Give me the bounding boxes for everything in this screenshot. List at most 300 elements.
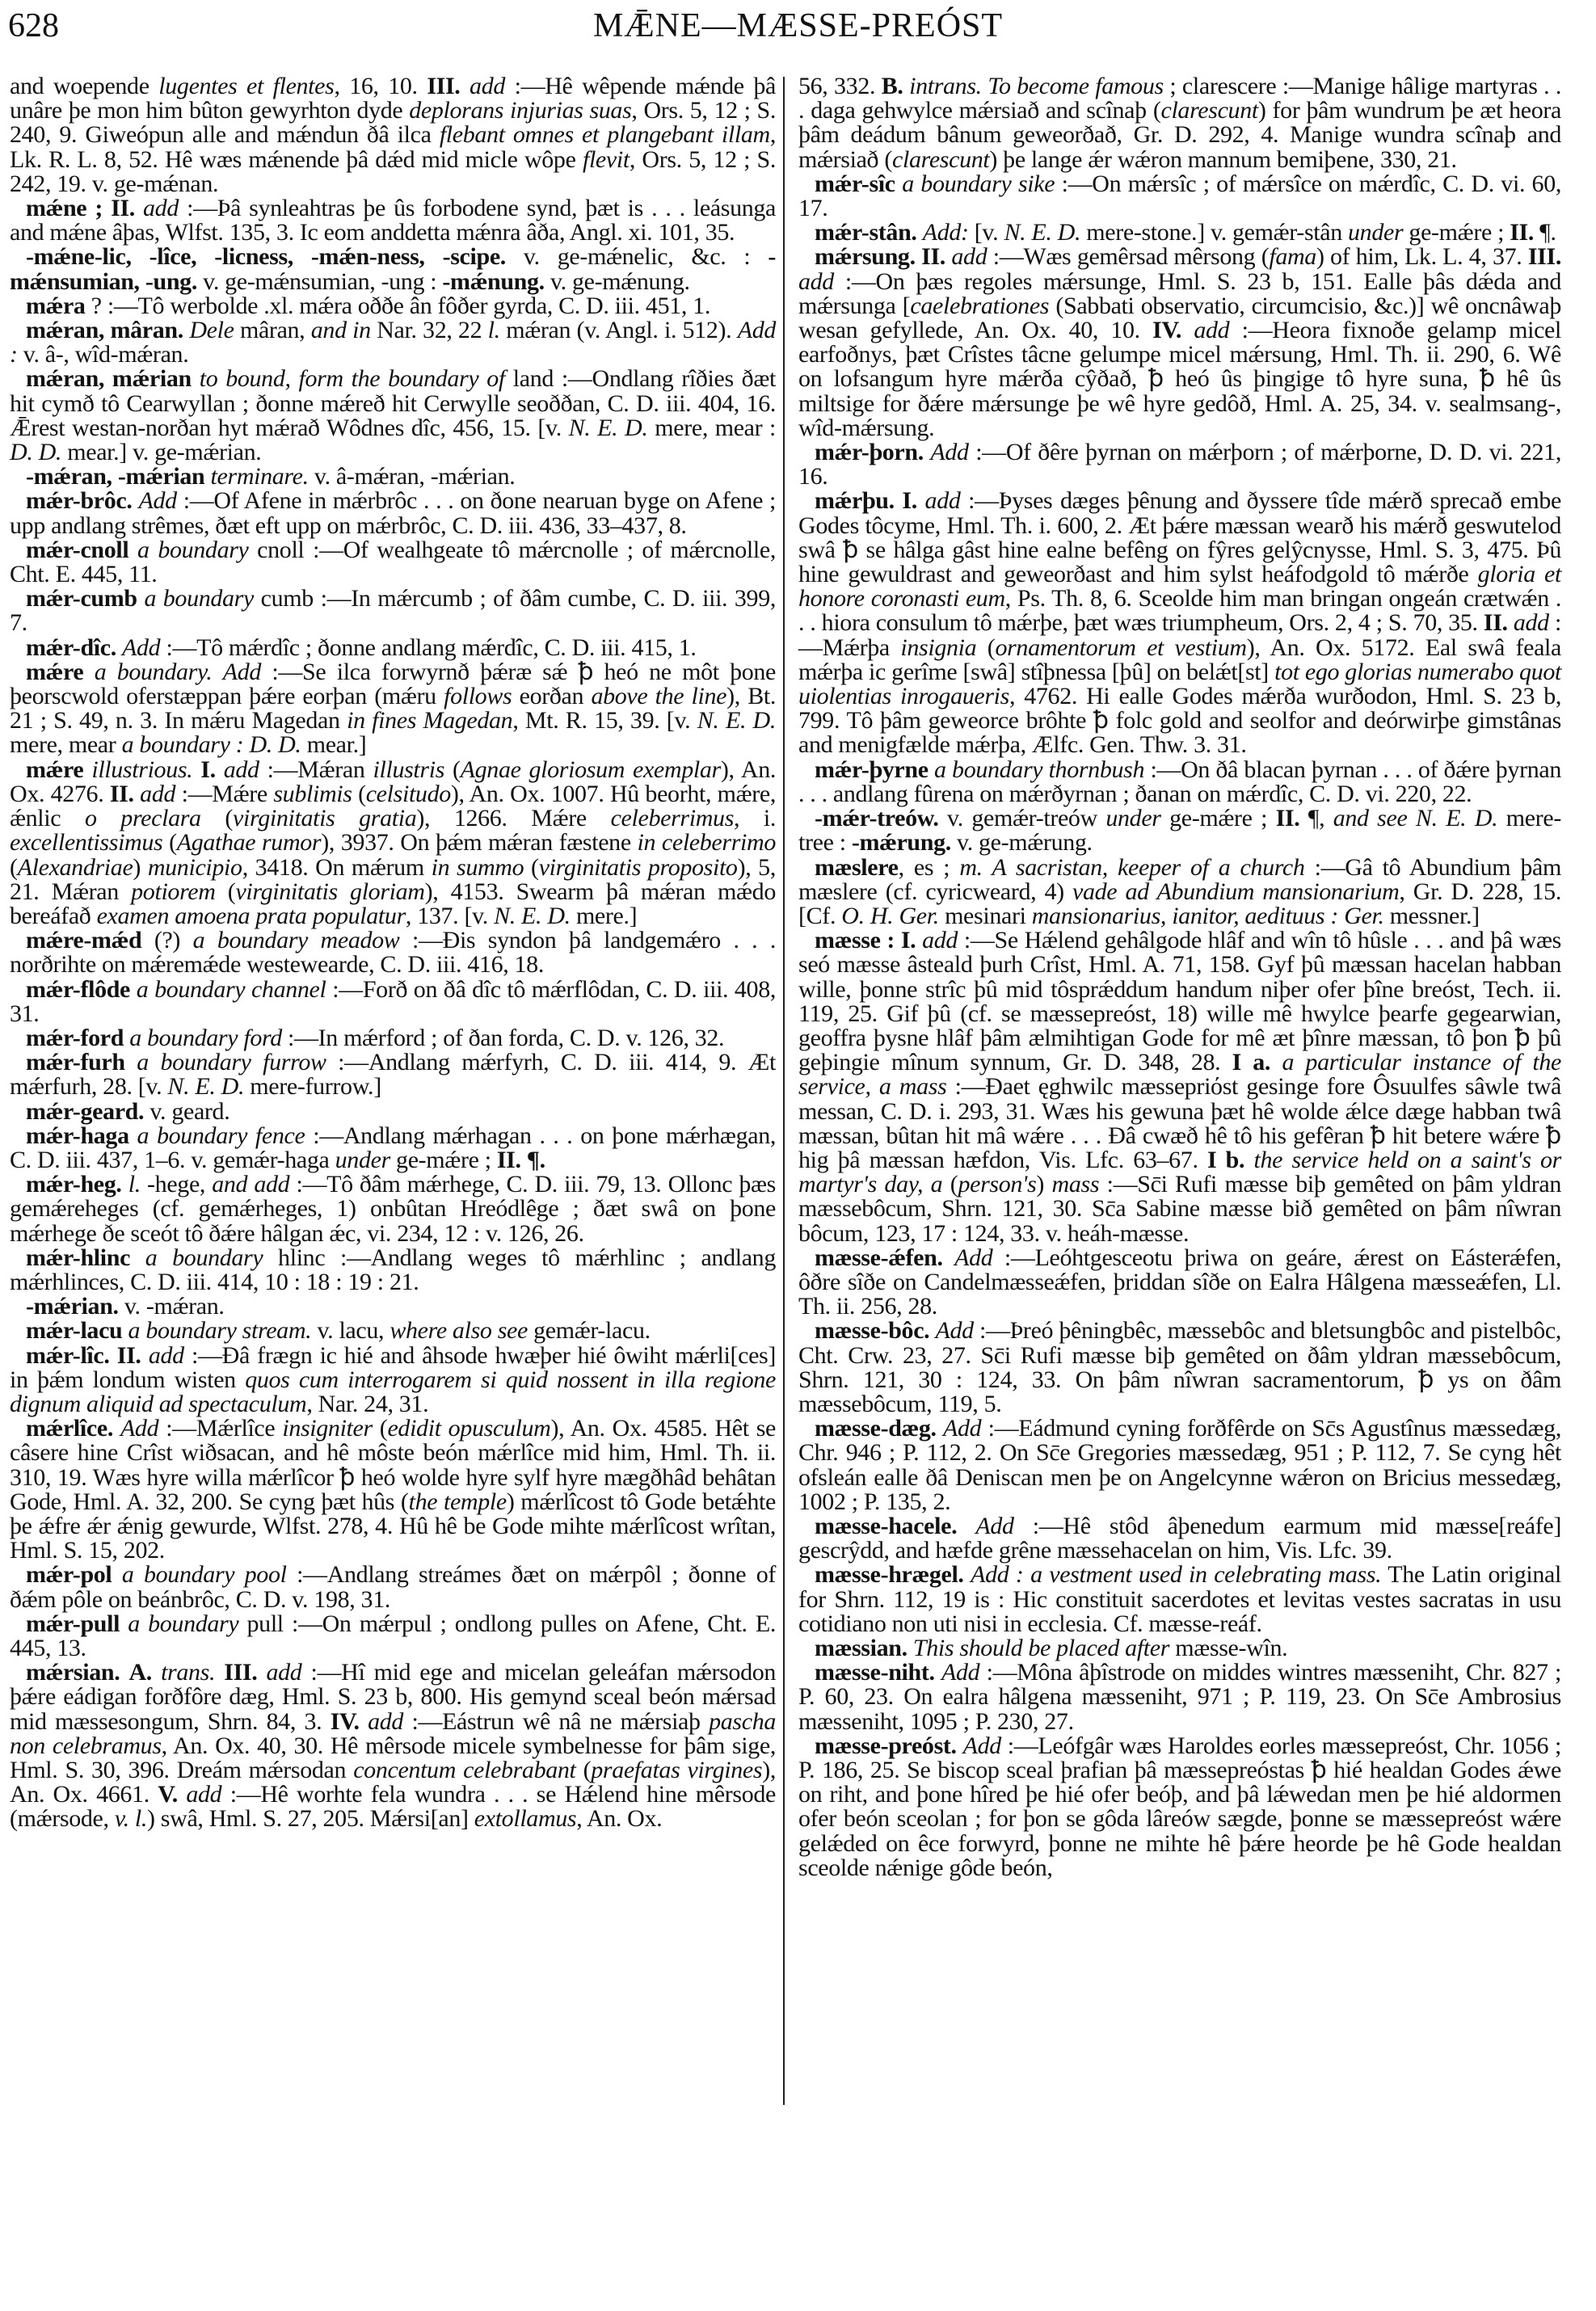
italic-gloss: m. A sacristan, keeper of a church <box>959 853 1305 881</box>
dictionary-entry <box>10 1026 776 1050</box>
headword: mǽr-ford <box>26 1024 124 1051</box>
italic-gloss: N. E. D. <box>1004 219 1081 246</box>
italic-gloss: sublimis <box>273 780 352 807</box>
entry-text: ), 4153. Swearm þâ mǽran mǽdo bereáfað <box>10 878 776 929</box>
headword: mæsse-hacele. <box>815 1512 958 1539</box>
entry-text <box>110 1342 117 1369</box>
entry-text: land :—Ondlang rîðies ðæt hit cymð tô Cearwyllan ; ðonne mǽreð hit Cerwylle seoððan, C. D. iii. 404, 16. Ǣrest westan-norðan hyt mǽrað Wôdnes dîc, 456, 15. [v. <box>10 365 776 441</box>
entry-text: :—Ðâ frægn ic hié and âhsode hwæþer hié ôwiht mǽrli[ces] in þǽm londum wisten <box>10 1341 777 1393</box>
entry-text: v. â-mǽran, -mǽrian. <box>308 463 516 490</box>
entry-text: mear.] v. ge-mǽrian. <box>61 439 262 466</box>
entry-text: ), An. Ox. 4585. Hêt se câsere hine Crîst wiðsacan, and hê môste beón mǽrlîce mid him, Hml. Th. ii. 310, 19. Wæs hyre willa mǽrlîcor ꝥ heó wolde hyre sylf hyre mægðhâd behâtan Gode, Hml. A. 32, 200. Se cyng þæt hûs ( <box>10 1415 776 1515</box>
headword: mǽr-stân. <box>815 219 917 246</box>
entry-text: , Nar. 24, 31. <box>306 1390 429 1417</box>
entry-text <box>943 1244 955 1271</box>
right-column <box>798 74 1561 1880</box>
entry-text <box>1508 609 1514 636</box>
italic-gloss: extollamus <box>474 1805 577 1833</box>
entry-text: :—Forð on ðâ dîc tô mǽrflôdan, C. D. iii. 408, 31. <box>10 975 776 1027</box>
italic-gloss: add <box>140 780 176 807</box>
entry-text: ( <box>10 853 18 881</box>
sense-label: -mǽnsumian, -ung. <box>10 243 776 295</box>
dictionary-entry <box>10 1294 776 1319</box>
dictionary-entry <box>798 489 1561 757</box>
italic-gloss: concentum celebrabant <box>353 1757 576 1784</box>
headword: mǽr-heg. <box>26 1171 122 1198</box>
italic-gloss: O. H. Ger. <box>841 902 939 929</box>
dictionary-entry <box>10 1246 776 1294</box>
italic-gloss: fama <box>1269 243 1316 271</box>
italic-gloss: examen amoena prata populatur <box>96 902 406 929</box>
italic-gloss: a boundary thornbush <box>934 756 1145 783</box>
italic-gloss: lugentes et flentes <box>158 73 335 99</box>
dictionary-entry <box>798 806 1561 855</box>
italic-gloss: a boundary meadow <box>192 927 400 954</box>
entry-text: ( <box>372 1415 388 1442</box>
entry-text: ( <box>215 878 236 905</box>
entry-text <box>1244 1147 1253 1173</box>
italic-gloss: potiorem <box>131 878 216 905</box>
italic-gloss: a boundary <box>137 536 249 563</box>
italic-gloss: pascha non celebramus <box>10 1707 776 1759</box>
entry-text: ¶. <box>1534 219 1556 246</box>
entry-text <box>135 195 143 221</box>
dictionary-entry <box>10 1341 777 1417</box>
headword: mǽr-lacu <box>26 1317 123 1345</box>
italic-gloss: N. E. D. <box>568 414 648 441</box>
dictionary-entry <box>798 1319 1561 1416</box>
headword: -mǽran, -mǽrian <box>26 463 205 490</box>
entry-text: ) <box>133 853 148 881</box>
entry-text <box>257 1659 266 1686</box>
entry-text: ge-mǽre ; <box>390 1146 497 1173</box>
entry-text <box>1270 1049 1282 1076</box>
headword: mǽr-þyrne <box>815 756 929 783</box>
sense-label: IV. <box>330 1707 360 1735</box>
entry-text: , An. Ox. 40, 30. Hê mêrsode micele symbelnesse for þâm sige, Hml. S. 30, 396. Dreám mǽrsodan <box>10 1732 776 1784</box>
entry-text: ), An. Ox. 5172. Eal swâ feala mǽrþa ic gerîme [swâ] stîþnessa [þû] on belǽt[st] <box>798 634 1561 685</box>
entry-text: ) swâ, Hml. S. 27, 205. Mǽrsi[an] <box>147 1805 474 1833</box>
italic-gloss: add <box>223 756 259 783</box>
dictionary-entry <box>10 587 776 635</box>
italic-gloss: insignia <box>900 634 977 661</box>
italic-gloss: Add <box>941 1659 980 1686</box>
entry-text: :—On þæs regoles mǽrsunge, Hml. S. 23 b, 151. Ealle þâs dǽda and mǽrsunga [ <box>798 267 1561 319</box>
entry-continuation <box>798 74 1561 172</box>
entry-text: :—On ðâ blacan þyrnan . . . of ðǽre þyrnan . . . andlang fûrena on mǽrðyrnan ; ðanan on mǽrdîc, C. D. vi. 220, 22. <box>798 756 1561 807</box>
entry-text: ( <box>444 756 461 783</box>
italic-gloss: a boundary <box>128 1610 239 1637</box>
entry-text: , Lk. R. L. 8, 52. Hê wæs mǽnende þâ dǽd mid micle wôpe <box>10 121 776 173</box>
entry-text: mere.] <box>570 902 638 929</box>
sense-label: I b. <box>1206 1146 1245 1173</box>
entry-text: pull :—On mǽrpul ; ondlong pulles on Afene, Cht. E. 445, 13. <box>10 1610 776 1661</box>
entry-text <box>204 463 210 490</box>
italic-gloss: in celeberrimo <box>637 829 776 857</box>
italic-gloss: Add <box>943 1415 982 1442</box>
entry-text <box>215 1659 224 1686</box>
entry-text: v. ge-mǽnsumian, -ung : <box>196 267 443 295</box>
italic-gloss: a boundary fence <box>137 1122 305 1149</box>
entry-text: ), Bt. 21 ; S. 49, n. 3. In mǽru Magedan <box>10 683 777 735</box>
dictionary-entry <box>10 1097 776 1125</box>
italic-gloss: quos cum interrogarem si quid nossent in illa regione dignum aliquid ad spectaculum <box>10 1366 776 1417</box>
entry-text: :—Mǽre <box>175 780 274 807</box>
italic-gloss: illustrious. <box>91 756 193 783</box>
dictionary-entry <box>798 1514 1561 1563</box>
entry-text <box>895 170 902 197</box>
entry-text: ), An. Ox. 4661. <box>10 1757 776 1808</box>
italic-gloss: celeberrimus <box>610 805 735 832</box>
headword: mǽne ; II. <box>26 195 135 222</box>
italic-gloss: trans. <box>161 1659 216 1686</box>
entry-text: and woepende <box>10 73 159 99</box>
italic-gloss: D. D. <box>10 439 62 466</box>
headword: mǽrsung. <box>815 243 916 271</box>
italic-gloss: edidit opusculum <box>387 1415 551 1442</box>
italic-gloss: where also see <box>390 1317 528 1345</box>
entry-text: ) mǽrlîcost tô Gode betǽhte þe ǽfre ǽr ǽnig gewurde, Wlfst. 278, 4. Hû hê be Gode mihte mǽrlîcost wrîtan, Hml. S. 15, 202. <box>10 1488 776 1564</box>
entry-text <box>113 1415 120 1442</box>
dictionary-entry <box>10 245 776 293</box>
headword: mǽrsian. <box>26 1659 120 1686</box>
headword: mǽr-cnoll <box>26 536 129 563</box>
italic-gloss: add <box>798 267 834 295</box>
entry-text: :—Se Hǽlend gehâlgode hlâf and wîn tô hûsle . . . and þâ wæs seó mæsse âsteald þurh Crîst, Hml. A. 71, 158. Gyf þû mæssan hacelan habban wille, þonne strîc þû mid tôsprǽddum handum niþer ofer þîne breóst, Tech. ii. 119, 25. Gif þû (cf. se mæssepreóst, 18) wille mê hwylce þearfe gegearwian, geoffra þysne hlâf þâm ælmihtigan Gode for mê æt þînre mæssan, tô þon ꝥ þû geþingie mînum synnum, Gr. D. 348, 28. <box>798 927 1561 1076</box>
dictionary-entry <box>10 758 776 928</box>
entry-text: :—Andlang streámes ðæt on mǽrpôl ; ðonne of ðǽm pôle on beánbrôc, C. D. v. 198, 31. <box>10 1561 776 1613</box>
entry-text: , 4762. Hi ealle Godes mǽrða wurðodon, Hml. S. 23 b, 799. Tô þâm geweorce brôhte ꝥ folc gold and seolfor and deórwirþe gimstânas and menigfælde mǽrþa, Ælfc. Gen. Thw. 3. 31. <box>798 683 1561 759</box>
entry-text <box>192 756 200 783</box>
entry-text <box>128 537 137 563</box>
entry-text: ; clarescere :—Manige hâlige martyras . . . daga gehwylce mǽrsiað and scînaþ ( <box>798 73 1561 124</box>
entry-text: :—Heora fixnoðe gelamp micel earfoðnys, þæt Crîstes tâcne gelumpe micel mǽrsung, Hml. Th. ii. 290, 6. Wê on lofsangum hyre mǽrða cŷðað, ꝥ heó ûs þingige tô hyre suna, ꝥ hê ûs miltsige for ðǽre mǽrsunge þe wê hyre gedôð, Hml. A. 25, 34. v. sealmsang-, wîd-mǽrsung. <box>798 317 1561 441</box>
dictionary-entry <box>10 318 776 367</box>
entry-text: mǽran (v. Angl. i. 512). <box>499 317 738 344</box>
headword: mǽran, mâran. <box>26 317 183 344</box>
dictionary-entry <box>10 1661 776 1831</box>
entry-text: :—Hî mid ege and micelan geleáfan mǽrsodon þǽre eádigan forðfôre dæg, Hml. S. 23 b, 800. His gemynd sceal beón mǽrsad mid mæssesongum, Shrn. 84, 3. <box>10 1659 777 1735</box>
dictionary-entry <box>798 1636 1561 1661</box>
sense-label: -mǽrung. <box>851 829 951 857</box>
entry-text: :—Tô mǽrdîc ; ðonne andlang mǽrdîc, C. D. iii. 415, 1. <box>160 634 697 661</box>
dictionary-entry <box>798 245 1561 440</box>
headword: mǽr-sîc <box>815 170 895 197</box>
entry-text: ( <box>575 1757 592 1784</box>
sense-label: III. <box>427 73 461 99</box>
italic-gloss: in fines Magedan <box>347 707 513 735</box>
sense-label: -mǽnung. <box>442 267 545 295</box>
italic-gloss: N. E. D. <box>494 902 571 929</box>
entry-text: :—Leóhtgesceotu þriwa on geáre, ǽrest on Eásterǽfen, ôðre sîðe on Candelmæsseǽfen, þriddan sîðe on Ealra Hâlgena mæsseǽfen, Ll. Th. ii. 256, 28. <box>798 1244 1561 1320</box>
sense-label: V. <box>158 1781 178 1808</box>
entry-text: ( <box>524 853 539 881</box>
entry-text: , Mt. R. 15, 39. [v. <box>512 707 697 735</box>
italic-gloss: intrans. To become famous <box>909 73 1164 99</box>
headword: mǽr-brôc. <box>26 487 133 515</box>
entry-text <box>1181 317 1194 343</box>
italic-gloss: add <box>951 243 987 271</box>
dictionary-entry <box>10 660 776 758</box>
entry-text: v. â-, wîd-mǽran. <box>17 341 189 368</box>
headword: mæssian. <box>815 1635 907 1661</box>
entry-text <box>917 487 925 514</box>
sense-label: I a. <box>1232 1049 1271 1076</box>
entry-text: ) of him, Lk. L. 4, 37. <box>1316 243 1528 271</box>
italic-gloss: Add <box>138 487 177 515</box>
italic-gloss: flevit <box>582 145 630 173</box>
entry-text: ) for þâm wundrum þe æt heora þâm deádum bânum geweorðað, Gr. D. 292, 4. Manige wundra scînaþ and mǽrsiað ( <box>798 97 1561 173</box>
sense-label: B. <box>881 73 903 99</box>
sense-label: II. ¶. <box>496 1146 545 1173</box>
italic-gloss: clarescunt <box>1160 97 1258 124</box>
dictionary-entry <box>798 1416 1561 1514</box>
entry-text: mâran, <box>234 317 311 344</box>
italic-gloss: gloria et honore coronasti eum <box>798 561 1561 612</box>
entry-text: , 16, 10. <box>334 73 427 99</box>
italic-gloss: v. l. <box>114 1805 148 1833</box>
headword: mǽr-þorn. <box>815 439 924 466</box>
entry-text <box>130 1244 145 1271</box>
italic-gloss: a boundary sike <box>902 170 1055 197</box>
dictionary-entry <box>10 465 776 489</box>
entry-text <box>935 1659 941 1686</box>
headword: mǽr-geard. <box>26 1097 145 1125</box>
dictionary-entry <box>798 1661 1561 1734</box>
headword: mǽre <box>26 658 84 685</box>
entry-text: messner.] <box>1383 902 1480 929</box>
entry-text <box>129 1122 137 1149</box>
italic-gloss: virginitatis gloriam <box>235 878 425 905</box>
italic-gloss: mass <box>1051 1171 1100 1198</box>
entry-text <box>929 1317 935 1344</box>
entry-text: :—Mǽrþa <box>798 609 1561 661</box>
entry-text: ge-mǽre ; <box>1160 805 1276 832</box>
italic-gloss: add <box>924 487 961 515</box>
entry-text: v. -mǽran. <box>118 1293 225 1320</box>
entry-text: (Sabbati observatio, circumcisio, &c.)] wê oncnâwaþ wesan gefyllede, An. Ox. 40, 10. <box>798 292 1561 344</box>
italic-gloss: add <box>186 1781 222 1808</box>
entry-text: v. ge-mǽrung. <box>950 829 1093 857</box>
column-rule <box>783 77 785 2105</box>
entry-text: ), An. Ox. 1007. Hû beorht, mǽre, ǽnlic <box>10 780 777 832</box>
entry-text: :—Sc̄i Rufi mæsse biþ gemêted on þâm yldran mæssebôcum, Shrn. 121, 30. Sc̄a Sabine mæsse bið gemêted on þâm nîwran bôcum, 123, 17 : 124, 33. v. heáh-mæsse. <box>798 1171 1561 1247</box>
italic-gloss: under <box>335 1146 390 1173</box>
sense-label: I. <box>200 756 216 783</box>
entry-text: :—Of Afene in mǽrbrôc . . . on ðone nearuan byge on Afene ; upp andlang strêmes, ðæt eft upp on mǽrbrôc, C. D. iii. 436, 33–437, 8. <box>10 487 776 539</box>
italic-gloss: in summo <box>431 853 524 881</box>
entry-text <box>125 1049 137 1076</box>
entry-text: hlinc :—Andlang weges tô mǽrhlinc ; andlang mǽrhlinces, C. D. iii. 414, 10 : 18 : 19 : 21. <box>10 1244 776 1295</box>
entry-text: , Gr. D. 228, 15. [Cf. <box>798 878 1561 929</box>
entry-text: :—Môna âþîstrode on middes wintres mæsseniht, Chr. 827 ; P. 60, 23. On ealra hâlgena mæsseniht, 971 ; P. 119, 23. On Sc̄e Ambrosius mæsseniht, 1095 ; P. 230, 27. <box>798 1659 1561 1735</box>
dictionary-entry <box>798 1734 1561 1880</box>
italic-gloss: add <box>143 195 179 222</box>
italic-gloss: and add <box>212 1171 290 1198</box>
italic-gloss: Add: <box>922 219 969 246</box>
italic-gloss: a boundary channel <box>136 975 326 1003</box>
italic-gloss: virginitatis gratia <box>233 805 417 832</box>
entry-continuation <box>10 74 776 196</box>
entry-text: mesinari <box>938 902 1032 929</box>
italic-gloss: Add <box>930 439 969 466</box>
entry-text <box>112 1561 121 1588</box>
entry-text <box>957 1732 963 1759</box>
entry-text: 56, 332. <box>798 73 882 99</box>
headword: mǽr-cumb <box>26 585 137 612</box>
headword: mǽran, mǽrian <box>26 365 192 393</box>
italic-gloss: illustris <box>373 756 445 783</box>
italic-gloss: under <box>1348 219 1404 246</box>
dictionary-entry <box>798 172 1561 221</box>
italic-gloss: a boundary : D. D. <box>121 731 301 759</box>
italic-gloss: l. <box>128 1171 141 1198</box>
entry-text: , 3418. On mǽrum <box>242 853 432 881</box>
entry-text: ), An. Ox. 4276. <box>10 756 777 807</box>
headword: mæsse : I. <box>815 927 916 954</box>
entry-text: v. ge-mǽnelic, &c. : <box>505 243 769 271</box>
entry-text: :—Hê stôd âþenedum earmum mid mæsse[reáfe] gescrŷdd, and hæfde grêne mæssehacelan on him, Vis. Lfc. 39. <box>798 1512 1561 1564</box>
headword: mæsse-preóst. <box>815 1732 957 1759</box>
left-column <box>10 74 776 1832</box>
entry-text: mere, mear <box>10 731 122 759</box>
italic-gloss: a particular instance of the service, a mass <box>798 1049 1561 1101</box>
italic-gloss: add <box>470 73 505 99</box>
dictionary-entry <box>10 196 776 245</box>
entry-text: :—Andlang mǽrfyrh, C. D. iii. 414, 9. Æt mǽrfurh, 28. [v. <box>10 1049 776 1101</box>
italic-gloss: a boundary <box>145 1244 263 1271</box>
sense-label: II. <box>109 780 134 807</box>
entry-text: , An. Ox. <box>576 1805 663 1833</box>
entry-text: :—In mǽrford ; of ðan forda, C. D. v. 126, 32. <box>281 1024 725 1051</box>
italic-gloss: Add <box>222 658 262 685</box>
italic-gloss: flebant omnes et plangebant illam <box>439 121 770 149</box>
headword: mǽr-pull <box>26 1610 120 1637</box>
entry-text <box>83 756 91 783</box>
headword: mǽr-dîc. <box>26 634 116 661</box>
italic-gloss: clarescunt <box>892 145 990 173</box>
italic-gloss: N. E. D. <box>697 707 776 735</box>
entry-text: The Latin original for Shrn. 112, 19 is : Hic constituit sacerdotes et levitas vestes sacratas in usu cotidiano non uti nisi in ecclesia. Cf. mæsse-reáf. <box>798 1561 1561 1637</box>
dictionary-entry <box>10 367 776 465</box>
italic-gloss: add <box>368 1707 404 1735</box>
italic-gloss: insigniter <box>282 1415 373 1442</box>
entry-text <box>120 1610 128 1637</box>
entry-text <box>907 1635 913 1661</box>
entry-text: v. lacu, <box>311 1317 390 1345</box>
italic-gloss: Agnae gloriosum exemplar <box>460 756 721 783</box>
entry-text: :—Andlang mǽrhagan . . . on þone mǽrhægan, C. D. iii. 437, 1–6. v. gemǽr-haga <box>10 1122 777 1173</box>
entry-text <box>178 1781 186 1808</box>
entry-text <box>116 634 122 661</box>
entry-text: mere, mear : <box>647 414 776 441</box>
entry-text <box>460 73 470 99</box>
entry-text: :—Of ðêre þyrnan on mǽrþorn ; of mǽrþorne, D. D. vi. 221, 16. <box>798 439 1562 490</box>
sense-label: IV. <box>1152 317 1182 344</box>
italic-gloss: celsitudo <box>365 780 451 807</box>
entry-text <box>895 487 903 514</box>
dictionary-entry <box>10 975 776 1027</box>
italic-gloss: virginitatis proposito <box>538 853 738 881</box>
italic-gloss: above the line <box>591 683 727 710</box>
entry-text: ( <box>976 634 996 661</box>
italic-gloss: ornamentorum et vestium <box>995 634 1247 661</box>
dictionary-entry <box>10 489 776 537</box>
entry-text: v. ge-mǽnung. <box>544 267 690 295</box>
dictionary-entry <box>10 1172 776 1246</box>
entry-text: mear.] <box>301 731 367 759</box>
dictionary-entry <box>798 1246 1561 1320</box>
entry-text: eorðan <box>512 683 592 710</box>
italic-gloss: praefatas virgines <box>591 1757 763 1784</box>
sense-label: III. <box>1527 243 1561 271</box>
italic-gloss: add <box>1513 609 1549 637</box>
entry-text <box>360 1708 368 1735</box>
italic-gloss: caelebrationes <box>910 292 1050 319</box>
headword: mǽr-flôde <box>26 975 131 1003</box>
italic-gloss: and see N. E. D. <box>1333 805 1498 832</box>
entry-text <box>120 1659 128 1686</box>
italic-gloss: Add <box>962 1732 1001 1759</box>
entry-text <box>917 219 923 246</box>
entry-text: :—Eádmund cyning forðfêrde on Sc̄s Agustînus mæssedæg, Chr. 946 ; P. 112, 2. On Sc̄e Gregories mæssedæg, 951 ; P. 112, 7. Se cyng hêt ofsleán ealle ðâ Deniscan men þe on Angelcynne wǽron on Bricius messedæg, 1002 ; P. 135, 2. <box>798 1415 1561 1515</box>
entry-text: :—Se ilca forwyrnð þǽræ sǽ ꝥ heó ne môt þone þeorscwold oferstæppan þǽre eorþan (mǽru <box>10 658 776 710</box>
entry-text: ( <box>162 829 177 857</box>
italic-gloss: Add <box>954 1244 993 1271</box>
italic-gloss: mansionarius, ianitor, aedituus : Ger. <box>1031 902 1384 929</box>
headword: mǽrþu. <box>815 487 895 515</box>
headword: mǽr-haga <box>26 1122 129 1149</box>
dictionary-entry <box>798 853 1561 929</box>
italic-gloss: follows <box>444 683 512 710</box>
entry-text <box>937 1415 943 1442</box>
dictionary-entry <box>10 1416 776 1563</box>
italic-gloss: vade ad Abundium mansionarium <box>1072 878 1400 905</box>
entry-text: -hege, <box>140 1171 213 1198</box>
entry-text: ), 3937. On þǽm mǽran fæstene <box>321 829 638 857</box>
entry-text: :—Leófgâr wæs Haroldes eorles mæssepreóst, Chr. 1056 ; P. 186, 25. Se biscop sceal þrafian þâ mæssepreóstas ꝥ hié healdan Godes ǽwe on riht, and þone hîred þe hié ofer beóþ, and þâ lǽwedan men þe hié aldormen ofer beón sceolan ; for þon se gôda lâreów sægde, þonne se mæssepreóst wǽre gelǽded on êce forwyrd, þonne ne mihte hê þǽre heorde þe hê Gode healdan sceolde nǽnige gôde beón, <box>798 1732 1561 1881</box>
headword: mæsse-bôc. <box>815 1317 930 1345</box>
headword: mæsse-niht. <box>815 1659 935 1686</box>
entry-text: cumb :—In mǽrcumb ; of ðâm cumbe, C. D. iii. 399, 7. <box>10 585 776 637</box>
entry-text: ¶, <box>1299 805 1333 832</box>
entry-text <box>903 73 910 99</box>
italic-gloss: o preclara <box>84 805 201 832</box>
entry-text: :—Mǽrlîce <box>158 1415 283 1442</box>
entry-text <box>141 1342 149 1369</box>
entry-text <box>133 487 139 514</box>
italic-gloss: Add <box>120 1415 159 1442</box>
entry-text <box>929 756 934 783</box>
italic-gloss: to bound, form the boundary of <box>199 365 505 393</box>
entry-text <box>192 365 200 392</box>
entry-text <box>152 1659 161 1686</box>
italic-gloss: l. <box>487 317 500 344</box>
entry-text: ), 1266. Mǽre <box>416 805 611 832</box>
italic-gloss: This should be placed after <box>912 1635 1170 1661</box>
headword: mǽre-mǽd <box>26 927 142 954</box>
entry-text: :—Ðis syndon þâ landgemǽro . . . norðrihte on mǽremǽde westewearde, C. D. iii. 416, 18. <box>10 927 776 979</box>
entry-text: mere-furrow.] <box>244 1073 381 1101</box>
entry-text <box>83 659 94 685</box>
entry-text: ( <box>352 780 366 807</box>
italic-gloss: add <box>148 1341 184 1369</box>
entry-text: :—Þreó þêningbêc, mæssebôc and bletsungbôc and pistelbôc, Cht. Crw. 23, 27. Sc̄i Rufi mæsse biþ gemêted on ðâm yldran mæssebôcum, Shrn. 121, 30 : 124, 33. On þâm nîwran sacramentorum, ꝥ ys on ðâm mæssebôcum, 119, 5. <box>798 1317 1561 1417</box>
headword: -mǽr-treów. <box>815 805 939 832</box>
dictionary-entry <box>798 928 1561 1246</box>
entry-text: :—On mǽrsîc ; of mǽrsîce on mǽrdîc, C. D. vi. 60, 17. <box>798 170 1561 222</box>
entry-text <box>957 1513 975 1539</box>
